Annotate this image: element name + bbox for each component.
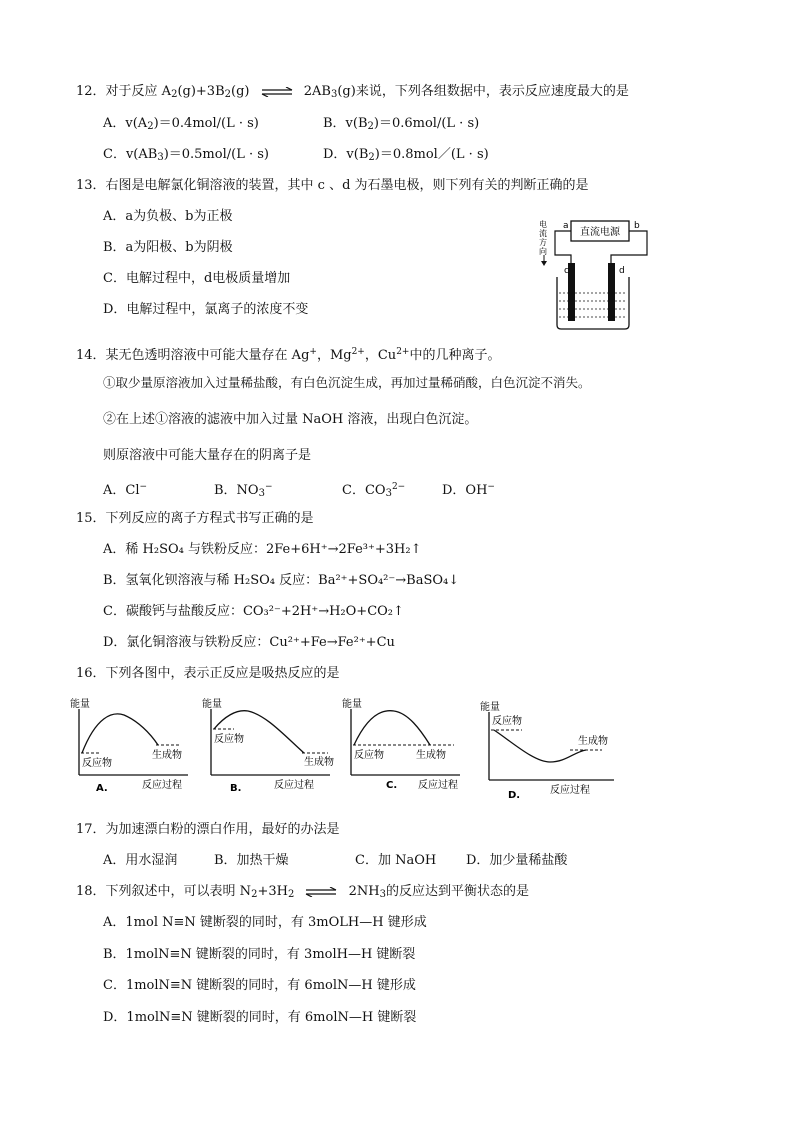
diagram-letter: A. <box>96 783 108 794</box>
q17-option-d[interactable]: D．加少量稀盐酸 <box>466 853 568 868</box>
q14-step-1: ①取少量原溶液加入过量稀盐酸，有白色沉淀生成，再加过量稀硝酸，白色沉淀不消失。 <box>103 375 591 390</box>
reactant-label: 反应物 <box>492 716 522 727</box>
current-direction-label-4: 向 <box>539 247 547 256</box>
q14-option-c[interactable]: C．$CO_3^{2-}$ <box>342 482 406 499</box>
q15-option-d[interactable]: D．氯化铜溶液与铁粉反应：Cu²⁺+Fe→Fe²⁺+Cu <box>103 635 395 650</box>
reactant-label: 反应物 <box>354 750 384 761</box>
q18-option-c[interactable]: C．1molN≡N 键断裂的同时，有 6molN—H 键形成 <box>103 978 416 993</box>
q14-option-b[interactable]: B．$NO_3^-$ <box>214 482 273 499</box>
electrode-d <box>608 263 615 321</box>
diagram-letter: B. <box>230 783 242 794</box>
x-axis-label: 反应过程 <box>418 780 458 791</box>
electrolysis-apparatus-diagram <box>535 215 665 335</box>
electrode-c-label: c <box>564 266 569 276</box>
electrode-c <box>568 263 575 321</box>
electrode-d-label: d <box>619 266 625 276</box>
q18-stem: 18．下列叙述中，可以表明 $N_2+3H_2$ $2NH_3$的反应达到平衡状态的是 <box>76 884 529 900</box>
current-direction-label-1: 电 <box>539 220 547 229</box>
q13-option-c[interactable]: C．电解过程中，d电极质量增加 <box>103 271 291 286</box>
q15-stem: 15．下列反应的离子方程式书写正确的是 <box>76 511 314 526</box>
q12-option-d[interactable]: D．$v(B_2)=0.8mol/(L \cdot s)$ <box>323 147 489 163</box>
reactant-label: 反应物 <box>82 758 112 769</box>
y-axis-label: 能量 <box>202 699 222 710</box>
y-axis-label: 能量 <box>70 699 90 710</box>
energy-diagram-b[interactable] <box>200 695 335 795</box>
q12-option-a[interactable]: A．$v(A_2)=0.4mol/(L \cdot s)$ <box>103 116 259 132</box>
x-axis-label: 反应过程 <box>142 780 182 791</box>
y-axis-label: 能量 <box>342 699 362 710</box>
q12-option-b[interactable]: B．$v(B_2)=0.6mol/(L \cdot s)$ <box>323 116 480 132</box>
q17-option-b[interactable]: B．加热干燥 <box>214 853 289 868</box>
q14-option-a[interactable]: A．Cl− <box>103 482 148 498</box>
current-direction-label-2: 流 <box>539 229 547 238</box>
product-label: 生成物 <box>416 750 446 761</box>
reactant-label: 反应物 <box>214 734 244 745</box>
q18-option-d[interactable]: D．1molN≡N 键断裂的同时，有 6molN—H 键断裂 <box>103 1010 417 1025</box>
equilibrium-arrow-icon <box>260 87 294 97</box>
terminal-b-label: b <box>634 221 640 231</box>
diagram-letter: D. <box>508 790 521 801</box>
q13-stem: 13．右图是电解氯化铜溶液的装置，其中 c 、d 为石墨电极，则下列有关的判断正确的是 <box>76 178 589 193</box>
q13-option-d[interactable]: D．电解过程中，氯离子的浓度不变 <box>103 302 309 317</box>
q17-stem: 17．为加速漂白粉的漂白作用，最好的办法是 <box>76 822 340 837</box>
q14-step-2: ②在上述①溶液的滤液中加入过量 NaOH 溶液，出现白色沉淀。 <box>103 412 478 427</box>
q14-question: 则原溶液中可能大量存在的阴离子是 <box>103 448 312 463</box>
energy-diagram-d[interactable] <box>478 698 618 803</box>
x-axis-label: 反应过程 <box>274 780 314 791</box>
q18-option-b[interactable]: B．1molN≡N 键断裂的同时，有 3molH—H 键断裂 <box>103 947 416 962</box>
q15-option-c[interactable]: C．碳酸钙与盐酸反应：CO₃²⁻+2H⁺→H₂O+CO₂↑ <box>103 604 404 619</box>
power-supply-label: 直流电源 <box>580 227 620 238</box>
q17-option-c[interactable]: C．加 NaOH <box>355 853 437 868</box>
y-axis-label: 能量 <box>480 702 500 713</box>
q15-option-a[interactable]: A．稀 H₂SO₄ 与铁粉反应：2Fe+6H⁺→2Fe³⁺+3H₂↑ <box>103 542 422 557</box>
product-label: 生成物 <box>304 757 334 768</box>
q13-option-a[interactable]: A．a为负极、b为正极 <box>103 209 233 224</box>
q14-option-d[interactable]: D．OH− <box>442 482 495 498</box>
q15-option-b[interactable]: B．氢氧化钡溶液与稀 H₂SO₄ 反应：Ba²⁺+SO₄²⁻→BaSO₄↓ <box>103 573 460 588</box>
q16-stem: 16．下列各图中，表示正反应是吸热反应的是 <box>76 666 340 681</box>
energy-diagram-a[interactable] <box>68 695 193 795</box>
q18-option-a[interactable]: A．1mol N≡N 键断裂的同时，有 3mOLH—H 键形成 <box>103 915 427 930</box>
q17-option-a[interactable]: A．用水湿润 <box>103 853 178 868</box>
q12-option-c[interactable]: C．$v(AB_3)=0.5mol/(L \cdot s)$ <box>103 147 269 163</box>
product-label: 生成物 <box>152 750 182 761</box>
current-direction-label-3: 方 <box>539 238 547 247</box>
x-axis-label: 反应过程 <box>550 785 590 796</box>
energy-diagram-c[interactable] <box>340 695 465 795</box>
q13-option-b[interactable]: B．a为阳极、b为阴极 <box>103 240 233 255</box>
equilibrium-arrow-icon <box>304 887 338 897</box>
q14-stem: 14．某无色透明溶液中可能大量存在 Ag+，$Mg^{2+}$，$Cu^{2+}$中的几种离子。 <box>76 347 501 363</box>
product-label: 生成物 <box>578 736 608 747</box>
diagram-letter: C. <box>386 780 398 791</box>
q12-stem: 12．对于反应 $A_2(g)+3B_2(g)$ $2AB_3(g)$来说，下列各组数据中，表示反应速度最大的是 <box>76 84 629 100</box>
terminal-a-label: a <box>563 221 569 231</box>
